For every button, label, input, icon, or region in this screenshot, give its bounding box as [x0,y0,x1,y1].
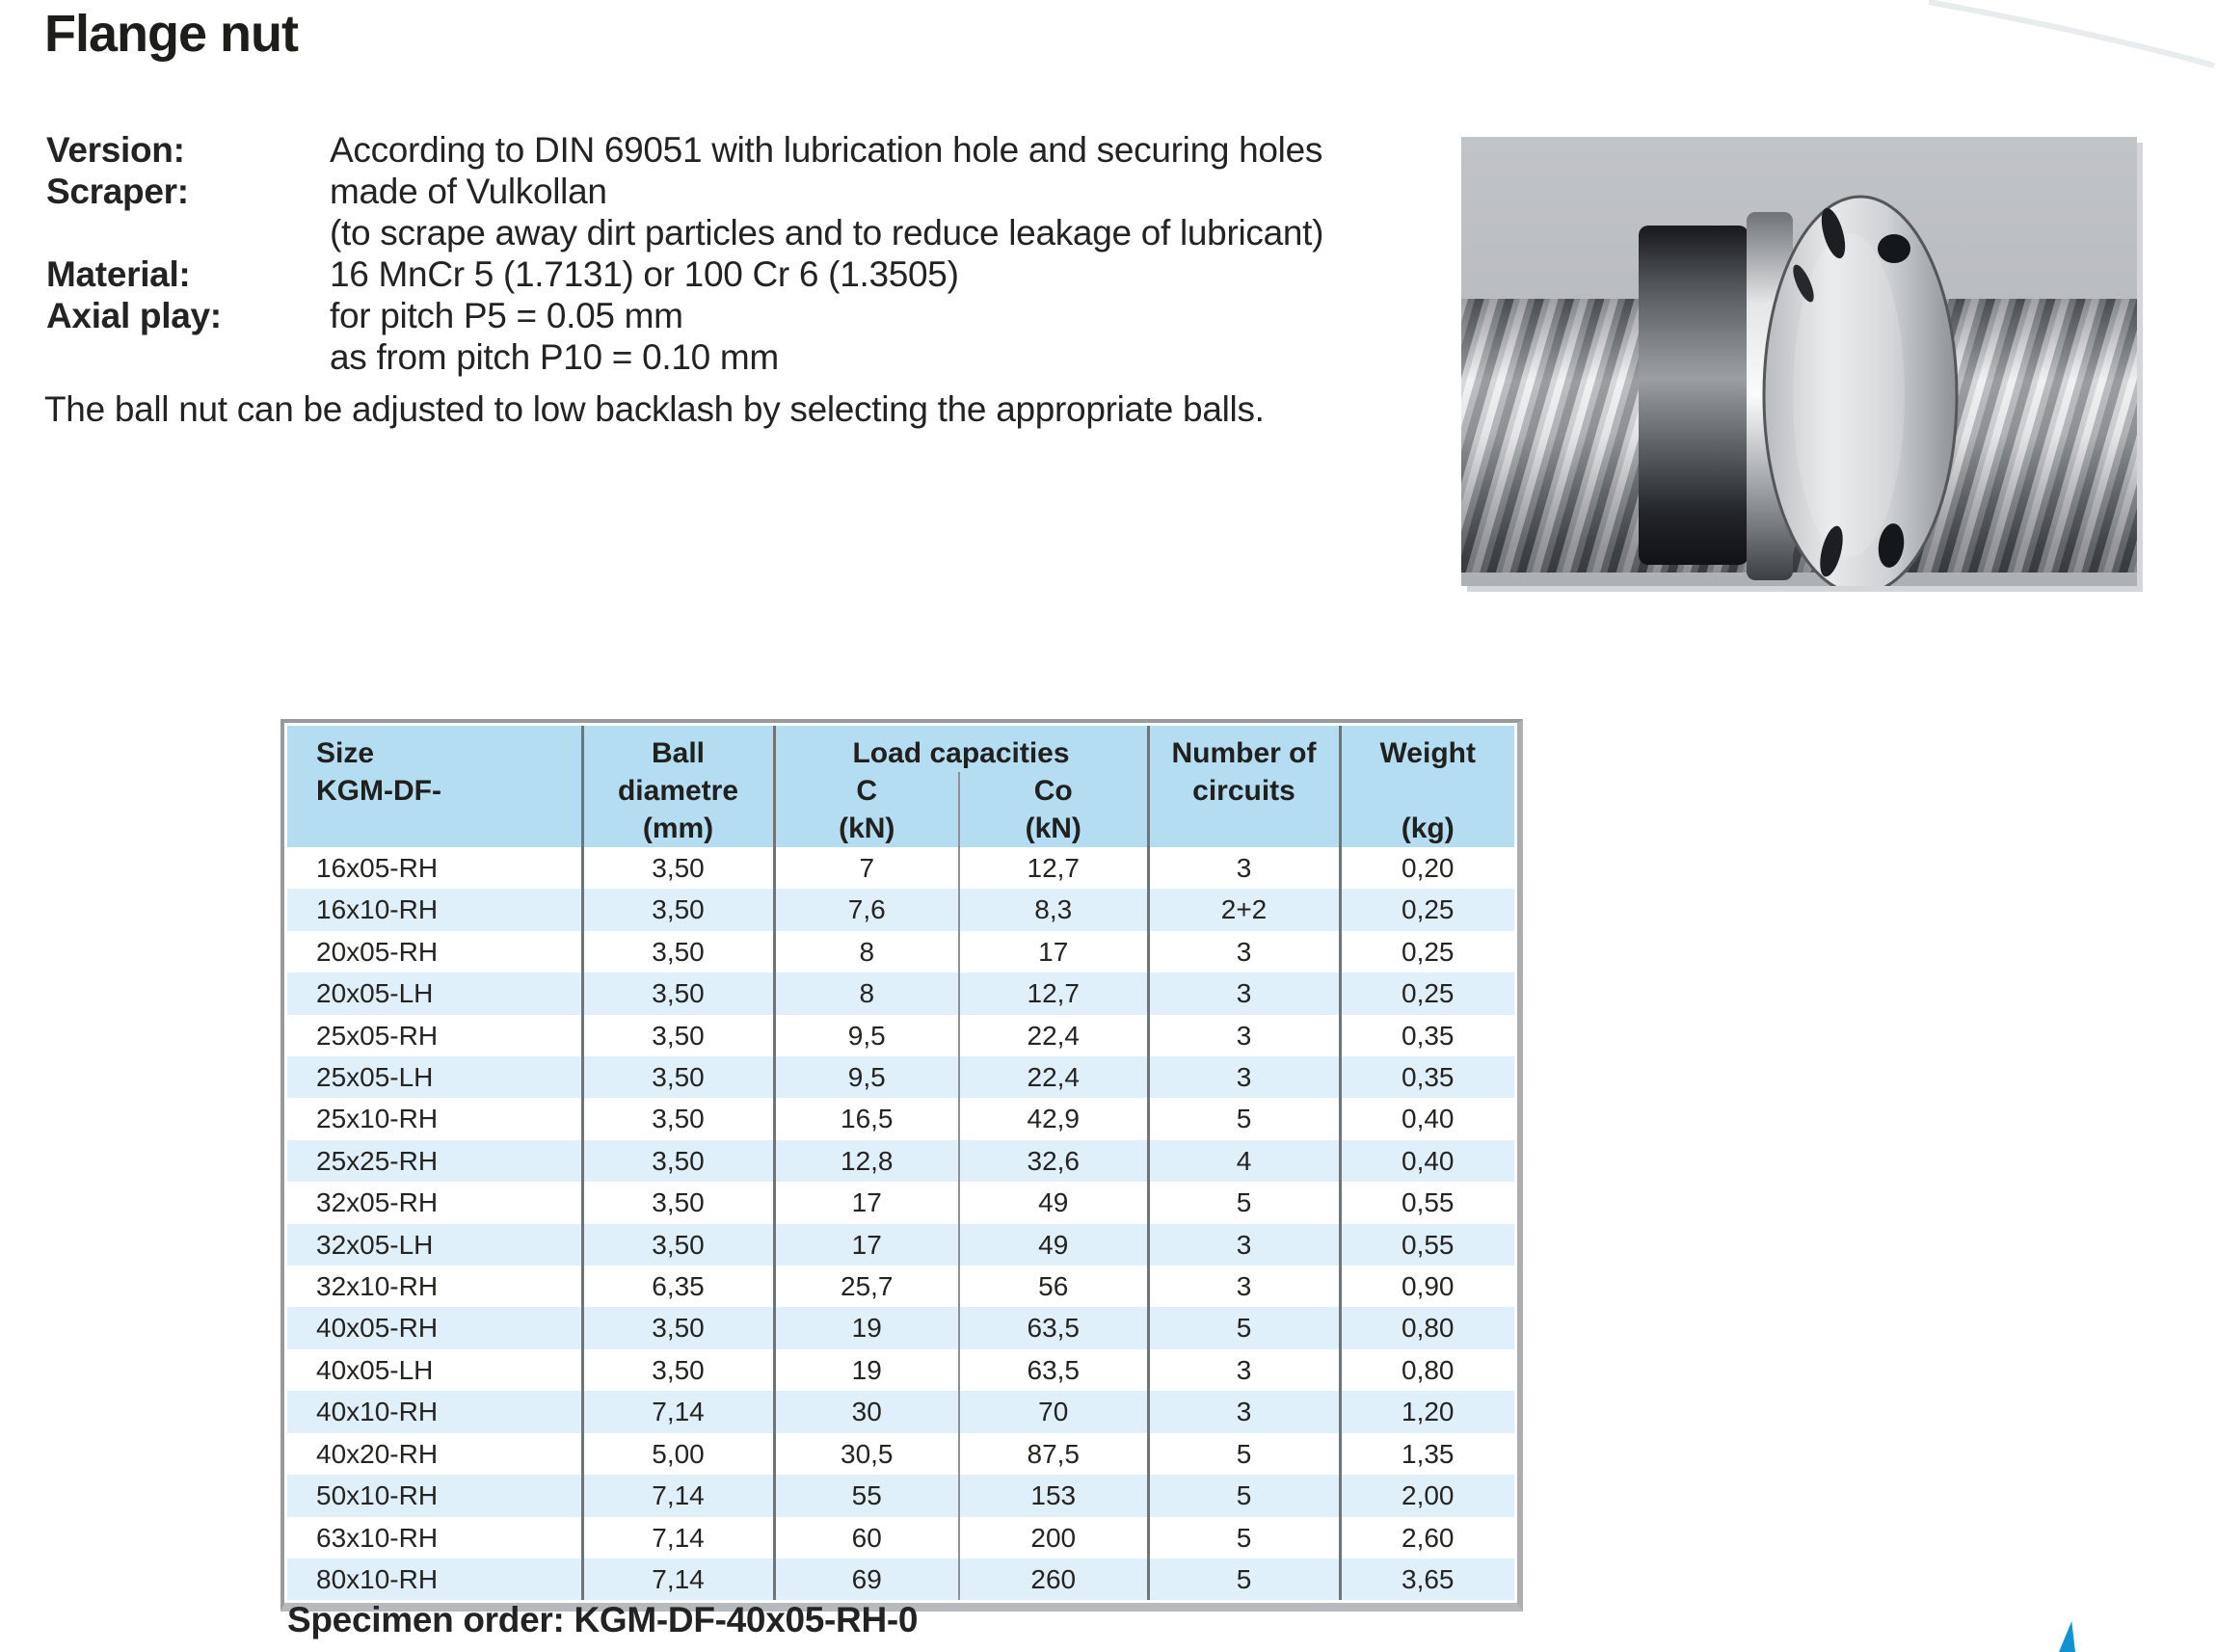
table-cell: 0,20 [1340,847,1514,889]
table-cell: 5 [1148,1559,1340,1600]
table-cell: 0,80 [1340,1349,1514,1391]
table-cell: 19 [774,1307,959,1348]
table-cell: 63x10-RH [316,1522,439,1553]
table-cell: 3,50 [582,1098,774,1139]
table-cell: 0,40 [1340,1098,1514,1139]
table-row [287,1266,1514,1307]
col-header-co-line2: (kN) [1025,813,1081,844]
spec-value: as from pitch P10 = 0.10 mm [330,337,779,377]
table-cell: 1,35 [1340,1433,1514,1475]
table-cell: 50x10-RH [316,1480,439,1511]
table-cell: 7,6 [774,889,959,930]
table-cell: 3,50 [582,931,774,973]
table-cell: 80x10-RH [316,1563,439,1594]
col-header-load-capacities [774,726,1148,772]
table-cell: 49 [959,1182,1148,1223]
table-cell: 12,7 [959,847,1148,889]
table-cell: 3 [1148,973,1340,1014]
table-cell: 4 [1148,1140,1340,1182]
table-cell: 9,5 [774,1015,959,1056]
table-cell: 20x05-LH [316,978,434,1009]
table-row [287,1224,1514,1266]
table-cell: 16,5 [774,1098,959,1139]
page-title: Flange nut [44,5,298,63]
table-cell: 19 [774,1349,959,1391]
table-cell: 42,9 [959,1098,1148,1139]
table-cell: 7 [774,847,959,889]
table-cell: 55 [774,1475,959,1516]
col-header-ball-line1: Ball [651,737,706,769]
table-cell: 3,50 [582,1056,774,1098]
col-header-weight-line3: (kg) [1401,813,1455,844]
table-cell: 9,5 [774,1056,959,1098]
table-cell: 20x05-RH [316,936,439,967]
table-cell: 3 [1148,1266,1340,1307]
spec-row [46,253,1323,295]
spec-list [46,129,1323,378]
table-row [287,1391,1514,1432]
table-cell: 49 [959,1224,1148,1266]
table-cell: 153 [959,1475,1148,1516]
table-cell: 3 [1148,1015,1340,1056]
table-cell: 40x10-RH [316,1397,439,1427]
spec-row [46,129,1323,171]
table-cell: 200 [959,1517,1148,1559]
table-cell: 7,14 [582,1391,774,1432]
spec-value: According to DIN 69051 with lubrication hole and securing holes [330,130,1323,170]
table-cell: 40x20-RH [316,1438,439,1469]
table-cell: 30 [774,1391,959,1432]
table-cell: 0,35 [1340,1015,1514,1056]
col-header-c [774,772,959,847]
table-cell: 25x25-RH [316,1145,439,1176]
spec-table [280,719,1523,1612]
table-cell: 17 [774,1224,959,1266]
table-cell: 0,90 [1340,1266,1514,1307]
table-row [287,1015,1514,1056]
corner-swoosh-decoration [1927,0,2216,69]
table-cell: 25,7 [774,1266,959,1307]
spec-label [46,336,330,378]
table-cell: 3 [1148,931,1340,973]
col-header-circuits-line2: circuits [1192,775,1295,807]
table-cell: 0,80 [1340,1307,1514,1348]
table-cell: 260 [959,1559,1148,1600]
table-cell: 16x05-RH [316,853,439,883]
table-cell: 32,6 [959,1140,1148,1182]
table-row [287,1098,1514,1139]
table-row [287,1517,1514,1559]
table-cell: 0,55 [1340,1224,1514,1266]
table-row [287,1475,1514,1516]
table-row [287,847,1514,889]
spec-row [46,212,1323,253]
table-cell: 12,7 [959,973,1148,1014]
table-cell: 5 [1148,1475,1340,1516]
table-cell: 25x10-RH [316,1104,439,1134]
table-row [287,1056,1514,1098]
table-cell: 0,55 [1340,1182,1514,1223]
spec-value: (to scrape away dirt particles and to reduce leakage of lubricant) [330,213,1324,253]
table-cell: 5 [1148,1182,1340,1223]
table-cell: 3,50 [582,847,774,889]
intro-text: The ball nut can be adjusted to low backlash by selecting the appropriate balls. [44,389,1265,429]
col-header-ball-line3: (mm) [642,813,714,844]
table-row [287,1349,1514,1391]
table-cell: 30,5 [774,1433,959,1475]
table-cell: 25x05-LH [316,1062,434,1093]
table-cell: 17 [959,931,1148,973]
flange-nut-size-table [287,726,1514,1600]
table-cell: 7,14 [582,1559,774,1600]
table-cell: 5 [1148,1098,1340,1139]
table-cell: 3 [1148,1056,1340,1098]
spec-table-body [287,847,1514,1600]
table-cell: 3,65 [1340,1559,1514,1600]
table-cell: 69 [774,1559,959,1600]
spec-label: Axial play: [46,296,222,335]
table-cell: 3,50 [582,1349,774,1391]
table-cell: 22,4 [959,1015,1148,1056]
table-cell: 5 [1148,1307,1340,1348]
table-cell: 2,00 [1340,1475,1514,1516]
spec-row [46,295,1323,336]
col-header-co-line1: Co [1033,775,1073,807]
col-header-circuits-line1: Number of [1171,737,1317,769]
table-cell: 32x05-LH [316,1229,434,1260]
table-cell: 63,5 [959,1349,1148,1391]
table-cell: 16x10-RH [316,894,439,925]
table-cell: 3,50 [582,1182,774,1223]
table-row [287,931,1514,973]
spec-value: made of Vulkollan [330,172,607,211]
table-cell: 87,5 [959,1433,1148,1475]
table-cell: 3 [1148,1349,1340,1391]
col-header-weight [1340,726,1514,847]
table-cell: 60 [774,1517,959,1559]
table-cell: 8 [774,931,959,973]
specimen-order: Specimen order: KGM-DF-40x05-RH-0 [287,1600,919,1639]
spec-value: 16 MnCr 5 (1.7131) or 100 Cr 6 (1.3505) [330,254,959,294]
table-cell: 8,3 [959,889,1148,930]
spec-value: for pitch P5 = 0.05 mm [330,296,683,335]
table-cell: 63,5 [959,1307,1148,1348]
table-cell: 3,50 [582,1015,774,1056]
col-header-co [959,772,1148,847]
table-cell: 3 [1148,847,1340,889]
table-cell: 3 [1148,1391,1340,1432]
table-cell: 17 [774,1182,959,1223]
table-cell: 3 [1148,1224,1340,1266]
col-header-c-line2: (kN) [839,813,895,844]
table-cell: 5,00 [582,1433,774,1475]
col-header-size-line2: KGM-DF- [316,775,441,807]
table-row [287,1433,1514,1475]
table-cell: 0,25 [1340,889,1514,930]
col-header-weight-spacer [1342,772,1515,810]
table-cell: 1,20 [1340,1391,1514,1432]
col-header-c-line1: C [856,775,878,807]
col-header-weight-line1: Weight [1379,737,1476,769]
table-cell: 6,35 [582,1266,774,1307]
col-header-load-label: Load capacities [852,737,1070,769]
table-row [287,1140,1514,1182]
table-cell: 12,8 [774,1140,959,1182]
table-cell: 25x05-RH [316,1020,439,1051]
table-cell: 3,50 [582,889,774,930]
col-header-ball-line2: diametre [617,775,739,807]
table-cell: 0,40 [1340,1140,1514,1182]
page-corner-decoration [2059,1621,2075,1652]
spec-label: Material: [46,254,191,294]
table-cell: 0,35 [1340,1056,1514,1098]
spec-label: Version: [46,130,185,170]
table-row [287,973,1514,1014]
col-header-size-line1: Size [316,737,375,769]
table-cell: 3,50 [582,973,774,1014]
table-cell: 5 [1148,1517,1340,1559]
table-cell: 2,60 [1340,1517,1514,1559]
spec-row [46,171,1323,212]
table-cell: 56 [959,1266,1148,1307]
table-cell: 3,50 [582,1307,774,1348]
table-cell: 8 [774,973,959,1014]
table-cell: 2+2 [1148,889,1340,930]
table-cell: 22,4 [959,1056,1148,1098]
table-cell: 5 [1148,1433,1340,1475]
table-cell: 3,50 [582,1140,774,1182]
table-cell: 32x10-RH [316,1271,439,1302]
product-photo [1461,137,2137,586]
table-cell: 40x05-LH [316,1354,434,1385]
table-row [287,1307,1514,1348]
table-row [287,889,1514,930]
table-cell: 0,25 [1340,931,1514,973]
col-header-ball-diameter [582,726,774,847]
ball-screw-illustration [1461,137,2137,586]
spec-label: Scraper: [46,172,189,211]
col-header-circuits [1148,726,1340,847]
table-cell: 32x05-RH [316,1187,439,1218]
table-cell: 70 [959,1391,1148,1432]
spec-row [46,336,1323,378]
table-row [287,1182,1514,1223]
table-row [287,1559,1514,1600]
table-cell: 40x05-RH [316,1313,439,1344]
table-cell: 3,50 [582,1224,774,1266]
table-cell: 7,14 [582,1517,774,1559]
table-cell: 7,14 [582,1475,774,1516]
table-cell: 0,25 [1340,973,1514,1014]
spec-label [46,212,330,253]
col-header-size [287,726,582,847]
